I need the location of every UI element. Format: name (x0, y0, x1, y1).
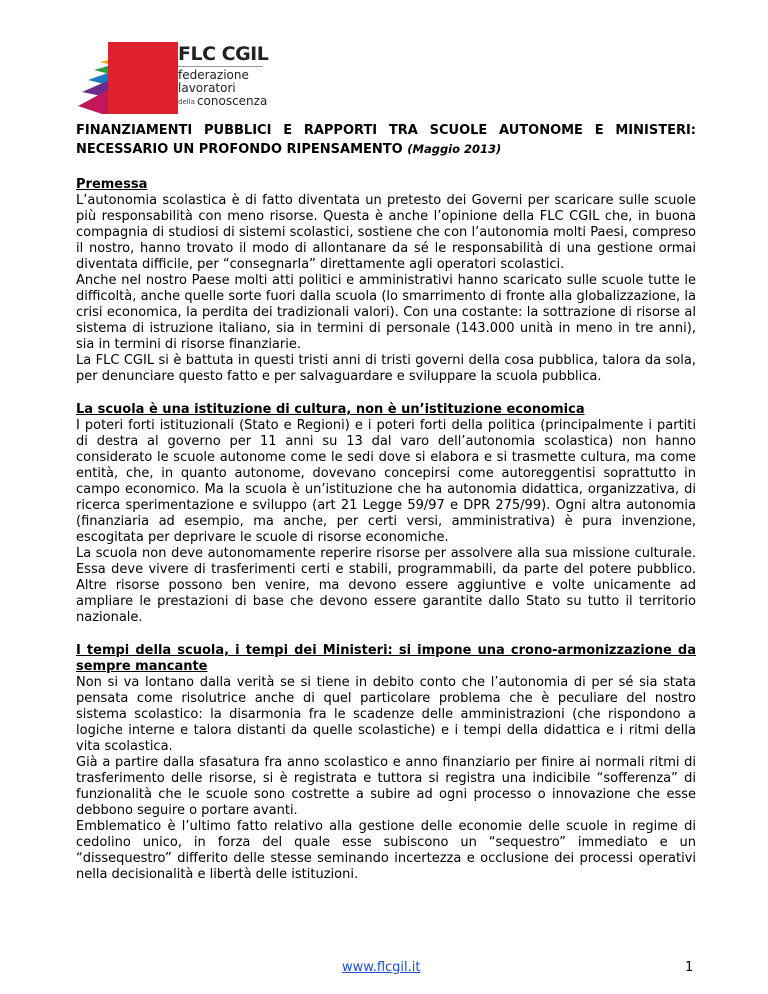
paragraph: L’autonomia scolastica è di fatto diventata un pretesto dei Governi per scaricare sulle scuole più responsabilità con meno risorse. Questa è anche l’opinione della FLC CGIL che, in buona compagnia di studiosi di sistemi scolastici, sostiene che con l’autonomia molti Paesi, compreso il nostro, hanno trovato il modo di allontanare da sé le responsabilità di una gestione ormai diventata difficile, per “consegnarla” direttamente agli operatori scolastici. (76, 193, 696, 272)
section-heading: La scuola è una istituzione di cultura, non è un’istituzione economica (76, 402, 585, 417)
logo-wordmark (178, 44, 268, 109)
logo-divider (178, 66, 263, 67)
section-premessa (76, 177, 696, 385)
flc-cgil-logo (78, 42, 278, 114)
flc-cgil-logo-mark-icon (78, 42, 178, 114)
paragraph: I poteri forti istituzionali (Stato e Regioni) e i poteri forti della politica (principalmente i partiti di destra al governo per 11 anni su 13 dal varo dell’autonomia scolastica) non hanno considerato le scuole autonome come le sedi dove si elabora e si trasmette cultura, ma come entità, che, in quanto autonome, dovevano concepirsi come autoreggentisi soprattutto in campo economico. Ma la scuola è un’istituzione che ha autonomia didattica, organizzativa, di ricerca sperimentazione e sviluppo (art 21 Legge 59/97 e DPR 275/99). Ogni altra autonomia (finanziaria ad esempio, ma anche, per certi versi, amministrativa) è pura invenzione, escogitata per deprivare le scuole di risorse economiche. (76, 418, 696, 545)
section-istituzione-cultura (76, 402, 696, 626)
document-title (76, 122, 696, 159)
logo-line-federazione: federazione (178, 68, 249, 82)
paragraph: La FLC CGIL si è battuta in questi tristi anni di tristi governi della cosa pubblica, talora da sola, per denunciare questo fatto e per salvaguardare e sviluppare la scuola pubblica. (76, 353, 696, 384)
paragraph: Anche nel nostro Paese molti atti politici e amministrativi hanno scaricato sulle scuole tutte le difficoltà, anche quelle sorte fuori dalla scuola (lo smarrimento di fronte alla globalizzazione, la crisi economica, la perdita dei tradizionali valori). Con una costante: la sottrazione di risorse al sistema di istruzione italiano, sia in termini di personale (143.000 unità in meno in tre anni), sia in termini di risorse finanziarie. (76, 273, 696, 352)
footer-website-link[interactable]: www.flcgil.it (342, 960, 421, 975)
logo-title: FLC CGIL (178, 43, 269, 65)
paragraph: La scuola non deve autonomamente reperire risorse per assolvere alla sua missione culturale. Essa deve vivere di trasferimenti certi e stabili, programmabili, da parte del potere pubblico. Altre risorse possono ben venire, ma devono essere aggiuntive e volte unicamente ad ampliare le prestazioni di base che devono essere garantite dallo Stato su tutto il territorio nazionale. (76, 546, 696, 625)
section-heading: Premessa (76, 177, 148, 192)
logo-line-conoscenza (178, 95, 268, 109)
page-number: 1 (685, 960, 694, 975)
logo-line-lavoratori: lavoratori (178, 81, 236, 95)
paragraph: Emblematico è l’ultimo fatto relativo alla gestione delle economie delle scuole in regime di cedolino unico, in forza del quale esse subiscono un “sequestro” immediato e un “dissequestro” differito delle stesse seminando incertezza e occlusione dei processi operativi nella decisionalità e libertà delle istituzioni. (76, 819, 696, 882)
logo-line-della: della (178, 98, 195, 106)
section-heading: I tempi della scuola, i tempi dei Ministeri: si impone una crono-armonizzazione da sempre mancante (76, 643, 696, 674)
document-title-text: FINANZIAMENTI PUBBLICI E RAPPORTI TRA SCUOLE AUTONOME E MINISTERI: NECESSARIO UN PROFONDO RIPENSAMENTO (76, 123, 696, 157)
paragraph: Non si va lontano dalla verità se si tiene in debito conto che l’autonomia di per sé sia stata pensata come risolutrice anche di quel particolare problema che è peculiare del nostro sistema scolastico: la disarmonia fra le scadenze delle amministrazioni (che rispondono a logiche interne e talora distanti da quelle scolastiche) e i tempi della didattica e i ritmi della vita scolastica. (76, 675, 696, 754)
section-tempi-scuola (76, 643, 696, 883)
logo-line-conoscenza-word: conoscenza (196, 94, 268, 108)
paragraph: Già a partire dalla sfasatura fra anno scolastico e anno finanziario per finire ai normali ritmi di trasferimento delle risorse, si è registrata e tuttora si registra una indicibile “sofferenza” di funzionalità che le scuole sono costrette a subire ad ogni processo o innovazione che esse debbono seguire o portare avanti. (76, 755, 696, 818)
document-body (76, 122, 696, 900)
document-date: (Maggio 2013) (407, 142, 502, 156)
